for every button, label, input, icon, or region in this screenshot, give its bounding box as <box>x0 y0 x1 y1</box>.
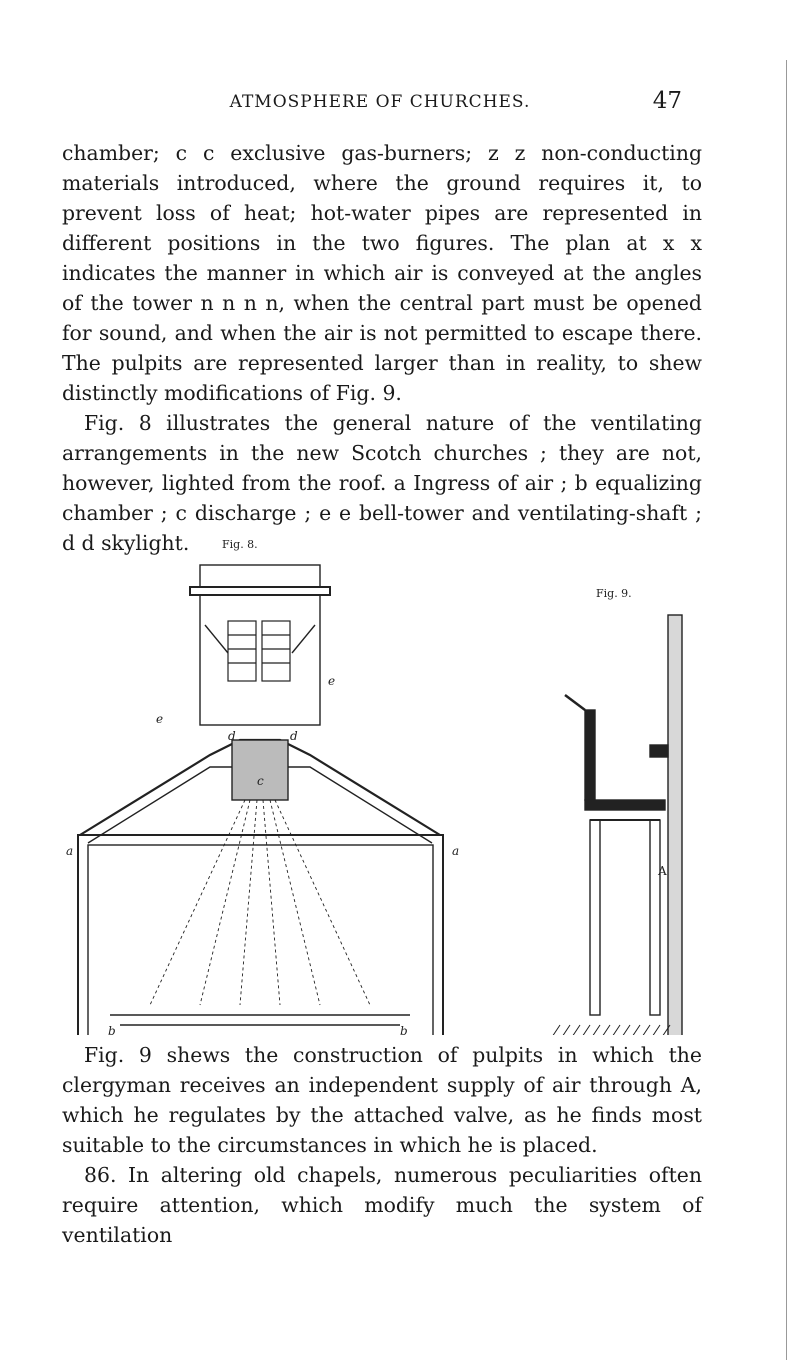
paragraph-86: 86. In altering old chapels, numerous peculiarities often require attention, which modify much the system of ventilation <box>62 1163 702 1247</box>
page-header <box>60 88 700 118</box>
figure-9 <box>545 587 682 1035</box>
paragraph-fig9: Fig. 9 shews the construction of pulpits in which the clergyman receives an independent supply of air through A, which he regulates by the attached valve, as he finds most suitable to the circumstances in which he is placed. <box>62 1043 702 1157</box>
fig8-label-b-right: b <box>400 1024 408 1035</box>
fig8-caption: Fig. 8. <box>222 538 258 551</box>
paragraph-continuation: chamber; c c exclusive gas-burners; z z non-conducting materials introduced, where the ground requires it, to prevent loss of heat; hot-water pipes are represented in different positions in the two figures. The plan at x x indicates the manner in which air is conveyed at the angles of the tower n n n n, when the central part must be opened for sound, and when the air is not permitted to escape there. The pulpits are represented larger than in reality, to shew distinctly modifications of Fig. 9. <box>62 141 702 405</box>
page-number: 47 <box>652 88 682 114</box>
figure-8 <box>66 538 459 1035</box>
body-text-top <box>62 138 702 558</box>
fig8-label-d-right: d <box>290 729 298 743</box>
fig8-label-e-left: e <box>156 712 164 726</box>
page-edge <box>786 60 787 1360</box>
fig8-label-a-left: a <box>66 844 74 858</box>
fig9-label-A: A <box>658 864 667 878</box>
figure-area <box>60 535 720 1035</box>
running-head: ATMOSPHERE OF CHURCHES. <box>229 92 531 112</box>
fig8-label-d-left: d <box>228 729 236 743</box>
figures-illustration <box>60 535 720 1035</box>
paragraph-fig8: Fig. 8 illustrates the general nature of the ventilating arrangements in the new Scotch churches ; they are not, however, lighted from the roof. a Ingress of air ; b equalizing chamber ; c discharge ; e e bell-tower and ventilating-shaft ; d d skylight. <box>62 411 702 555</box>
fig8-label-c: c <box>257 774 264 788</box>
fig8-label-b-left: b <box>108 1024 116 1035</box>
fig8-label-e-right: e <box>328 674 336 688</box>
fig8-label-a-right: a <box>452 844 460 858</box>
fig9-caption: Fig. 9. <box>596 587 632 600</box>
body-text-bottom <box>62 1040 702 1250</box>
